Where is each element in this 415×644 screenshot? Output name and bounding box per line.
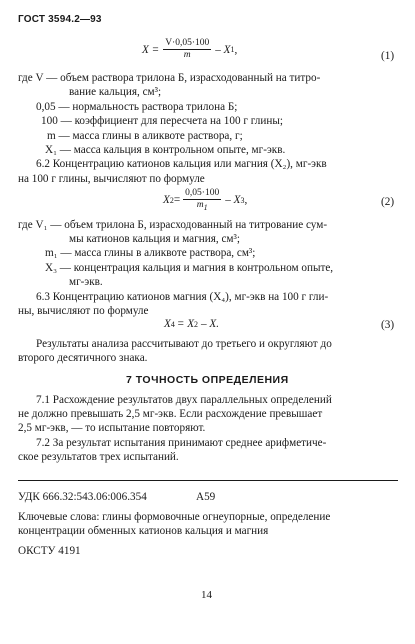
text-line-19: не должно превышать 2,5 мг-экв. Если расхождение превышает (18, 408, 323, 420)
formula-2-lhs: X (163, 194, 170, 207)
formula-2-lhs-sub: 2 (169, 195, 174, 205)
text-line-18: 7.1 Расхождение результатов двух параллельных определений (36, 394, 332, 406)
formula-3-tail: – X. (201, 318, 220, 330)
text-line-5: m — масса глины в аликвоте раствора, г; (47, 130, 243, 142)
classification-code: А59 (196, 491, 216, 503)
text-line-15: ны, вычисляют по формуле (18, 305, 149, 317)
formula-2-denominator-sub: 1 (203, 202, 208, 212)
text-line-16: Результаты анализа рассчитывают до третьего и округляют до (36, 338, 332, 350)
text-line-17: второго десятичного знака. (18, 352, 148, 364)
section-title: 7 ТОЧНОСТЬ ОПРЕДЕЛЕНИЯ (126, 374, 289, 386)
text-line-8: на 100 г глины, вычисляют по формуле (18, 173, 205, 185)
formula-1-lhs: X = (142, 43, 160, 56)
document-header: ГОСТ 3594.2—93 (18, 14, 102, 25)
formula-3-lhs: X (164, 318, 171, 330)
text-line-3: 0,05 — нормальность раствора трилона Б; (36, 101, 238, 113)
formula-1-number: (1) (381, 50, 395, 62)
text-line-20: 2,5 мг-экв, — то испытание повторяют. (18, 422, 206, 434)
keywords-line-2: концентрации обменных катионов кальция и магния (18, 525, 269, 537)
footer-divider (18, 480, 398, 481)
formula-2-denominator: m (196, 200, 204, 210)
text-line-11: m₁ — масса глины в аликвоте раствора, см³; (45, 247, 256, 259)
formula-1-tail: – X (215, 43, 231, 56)
formula-1-tail-sub: 1 (230, 45, 235, 54)
formula-3-number: (3) (381, 319, 395, 331)
text-line-2: вание кальция, см³; (69, 86, 162, 98)
text-line-12: X₃ — концентрация кальция и магния в контрольном опыте, (45, 262, 334, 274)
text-line-9: где V₁ — объем трилона Б, израсходованный на титрование сум- (18, 219, 328, 231)
formula-1-denominator: m (183, 50, 191, 60)
formula-1 (142, 38, 237, 61)
formula-1-numerator: V·0,05·100 (165, 38, 210, 48)
page-number: 14 (201, 589, 212, 601)
formula-3-mid-sub: 2 (194, 319, 199, 329)
formula-2-equals: = (173, 194, 181, 207)
formula-2-numerator: 0,05·100 (185, 188, 220, 198)
formula-3-mid: = X (176, 318, 195, 330)
keywords-line-1: Ключевые слова: глины формовочные огнеупорные, определение (18, 511, 331, 523)
text-line-4: 100 — коэффициент для пересчета на 100 г глины; (41, 115, 283, 127)
formula-1-comma: , (234, 43, 238, 56)
formula-2-fraction (183, 188, 221, 213)
formula-2-number: (2) (381, 196, 395, 208)
oksty-code: ОКСТУ 4191 (18, 545, 81, 557)
text-line-22: ское результатов трех испытаний. (18, 451, 179, 463)
text-line-10: мы катионов кальция и магния, см³; (69, 233, 240, 245)
text-line-21: 7.2 За результат испытания принимают среднее арифметиче- (36, 437, 327, 449)
formula-1-fraction (163, 38, 211, 61)
formula-2-tail-sub: 3 (240, 195, 245, 205)
text-line-1: где V — объем раствора трилона Б, израсходованный на титро- (18, 72, 321, 84)
formula-2-tail: – X (225, 194, 241, 207)
formula-3 (164, 318, 219, 330)
text-line-13: мг-экв. (69, 276, 103, 288)
text-line-6: X₁ — масса кальция в контрольном опыте, мг-экв. (45, 144, 286, 156)
formula-2-comma: , (244, 194, 248, 207)
text-line-7: 6.2 Концентрацию катионов кальция или магния (X₂), мг-экв (36, 158, 327, 170)
udk-code: УДК 666.32:543.06:006.354 (18, 491, 147, 503)
formula-2 (163, 188, 247, 213)
formula-3-lhs-sub: 4 (170, 319, 175, 329)
text-line-14: 6.3 Концентрацию катионов магния (X₄), мг-экв на 100 г гли- (36, 291, 329, 303)
